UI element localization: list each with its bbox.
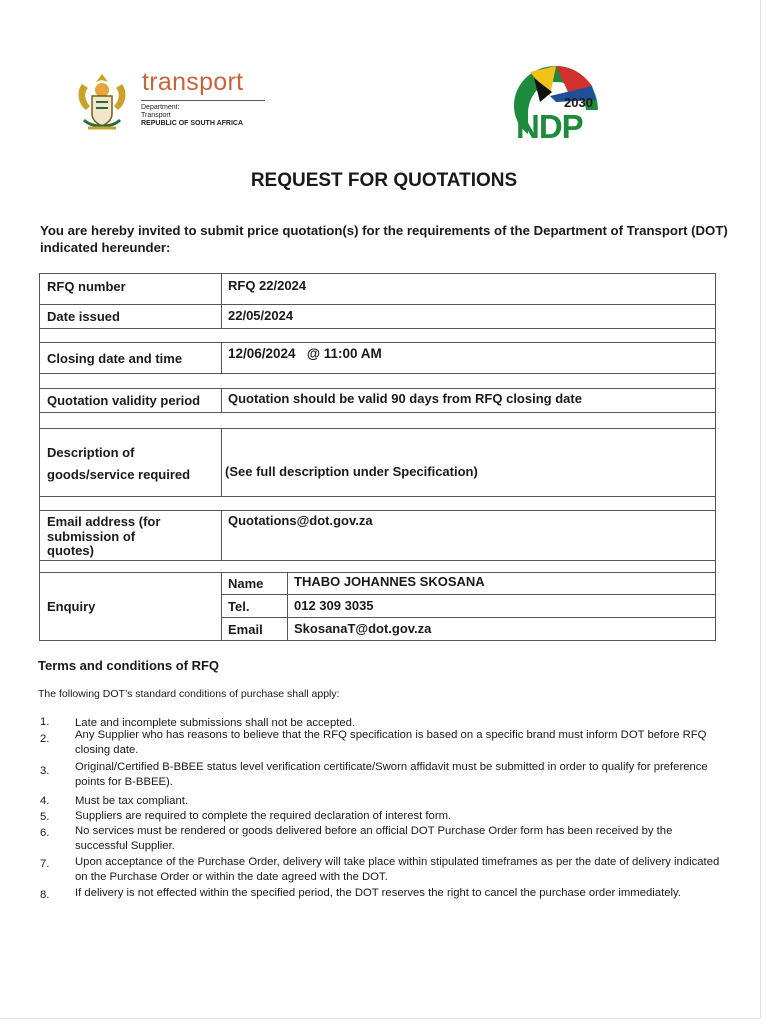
table-rule — [221, 342, 222, 373]
table-rule — [39, 304, 716, 305]
department-name: transport — [142, 68, 244, 96]
contact-tel-label: Tel. — [228, 599, 250, 614]
contact-name-label: Name — [228, 576, 264, 591]
email-address-label — [47, 515, 160, 559]
table-rule — [39, 373, 716, 374]
table-rule — [221, 428, 222, 496]
table-rule — [287, 572, 288, 640]
table-rule — [221, 594, 716, 595]
table-rule — [39, 412, 716, 413]
table-rule — [39, 342, 716, 343]
term-number: 7. — [40, 858, 50, 870]
email-label-line: quotes) — [47, 543, 94, 558]
ndp-text: NDP — [516, 108, 583, 144]
term-text: No services must be rendered or goods delivered before an official DOT Purchase Order form has been received by the successful Supplier. — [75, 825, 673, 852]
description-label — [47, 442, 190, 486]
department-lines — [141, 104, 243, 128]
table-rule — [39, 273, 40, 641]
table-rule — [39, 388, 716, 389]
term-text: Original/Certified B-BBEE status level verification certificate/Sworn affidavit must be submitted in order to qualify for preference points for B-BBEE). — [75, 761, 708, 788]
table-rule — [221, 388, 222, 412]
quotations-email-link[interactable]: Quotations@dot.gov.za — [228, 513, 373, 528]
term-number: 4. — [40, 795, 50, 807]
ndp-2030-logo-icon — [510, 62, 602, 144]
rfq-number-value: RFQ 22/2024 — [228, 278, 307, 293]
terms-intro: The following DOT’s standard conditions of purchase shall apply: — [38, 688, 340, 700]
table-rule — [221, 304, 222, 328]
terms-heading: Terms and conditions of RFQ — [38, 658, 220, 673]
table-rule — [39, 510, 716, 511]
term-number: 5. — [40, 811, 50, 823]
document-title: REQUEST FOR QUOTATIONS — [250, 170, 518, 191]
contact-email-label: Email — [228, 622, 263, 637]
table-rule — [39, 428, 716, 429]
email-label-line: submission of — [47, 528, 136, 544]
date-issued-label: Date issued — [47, 309, 120, 324]
description-label-line: Description of — [47, 445, 135, 460]
term-number: 6. — [40, 827, 50, 839]
department-line: Transport — [141, 112, 171, 119]
validity-period-label: Quotation validity period — [47, 393, 201, 408]
validity-period-value: Quotation should be valid 90 days from RFQ closing date — [228, 391, 582, 406]
term-text: If delivery is not effected within the specified period, the DOT reserves the right to cancel the purchase order immediately. — [75, 887, 681, 899]
description-label-line: goods/service required — [47, 467, 191, 482]
coat-of-arms-icon — [72, 70, 132, 136]
contact-tel-value: 012 309 3035 — [294, 598, 374, 613]
table-rule — [221, 273, 222, 304]
term-text: Any Supplier who has reasons to believe that the RFQ specification is based on a specific brand must inform DOT before RFQ closing date. — [75, 729, 707, 756]
term-number: 1. — [40, 716, 50, 728]
rfq-number-label: RFQ number — [47, 279, 126, 294]
date-issued-value: 22/05/2024 — [228, 308, 294, 323]
table-rule — [221, 617, 716, 618]
contact-email-link[interactable]: SkosanaT@dot.gov.za — [294, 621, 432, 636]
term-number: 8. — [40, 889, 50, 901]
department-line: REPUBLIC OF SOUTH AFRICA — [141, 120, 244, 127]
closing-date-value: 12/06/2024 @ 11:00 AM — [228, 346, 382, 361]
term-text: Upon acceptance of the Purchase Order, delivery will take place within stipulated timeframes as per the date of delivery indicated on the Purchase Order or within the date agreed with the DOT. — [75, 856, 720, 883]
table-rule — [39, 640, 716, 641]
closing-date-label: Closing date and time — [47, 351, 183, 366]
term-number: 2. — [40, 733, 50, 745]
table-rule — [39, 572, 716, 573]
email-label-line: Email address (for — [47, 514, 161, 529]
department-line: Department: — [141, 104, 180, 111]
intro-paragraph: You are hereby invited to submit price quotation(s) for the requirements of the Department of Transport (DOT) indicated hereunder: — [40, 223, 728, 255]
term-number: 3. — [40, 765, 50, 777]
ndp-year: 2030 — [564, 95, 593, 110]
term-text: Must be tax compliant. — [75, 795, 189, 807]
table-rule — [39, 328, 716, 329]
table-rule — [39, 273, 716, 274]
table-rule — [715, 273, 716, 641]
term-text: Late and incomplete submissions shall not be accepted. — [75, 717, 356, 729]
table-rule — [39, 560, 716, 561]
table-rule — [221, 510, 222, 560]
table-rule — [39, 496, 716, 497]
enquiry-label: Enquiry — [47, 599, 96, 614]
contact-name-value: THABO JOHANNES SKOSANA — [294, 574, 485, 589]
term-text: Suppliers are required to complete the required declaration of interest form. — [75, 810, 452, 822]
description-value: (See full description under Specification) — [225, 464, 478, 479]
table-rule — [221, 572, 222, 640]
department-divider — [141, 100, 265, 101]
